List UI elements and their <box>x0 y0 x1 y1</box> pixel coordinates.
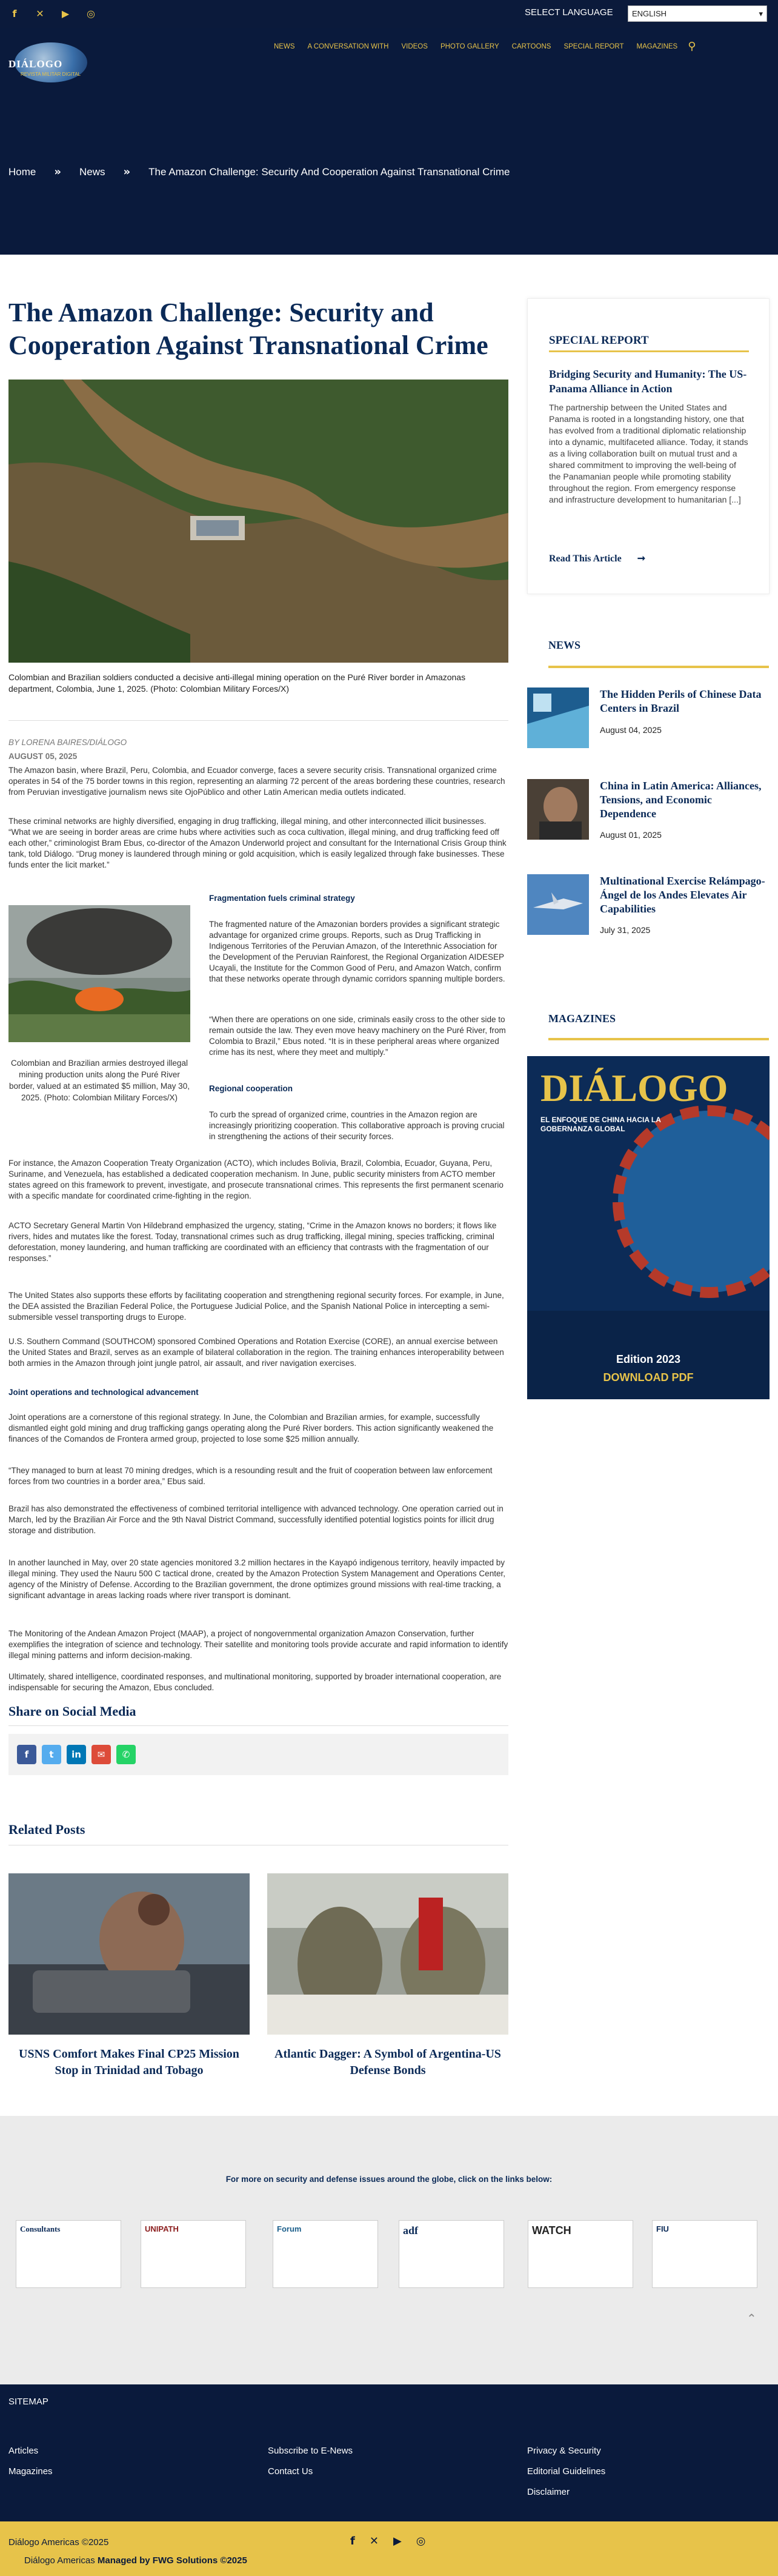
share-title: Share on Social Media <box>8 1704 136 1719</box>
article-paragraph: Brazil has also demonstrated the effectiveness of combined territorial intelligence with advanced technology. One operation carried out in March, led by the Brazilian Air Force and the 9th Naval District Command, successfully identified potential logistics points for illicit drug storage and distribution. <box>8 1504 504 1535</box>
logo-text: DIÁLOGO <box>8 58 63 70</box>
magazines-heading: MAGAZINES <box>548 1012 616 1025</box>
article-paragraph: ACTO Secretary General Martin Von Hildebrand emphasized the urgency, stating, “Crime in the Amazon knows no borders; it flows like rivers, hides and mutates like the forest. Today, transnational crimes such as drug trafficking, illegal mining, species trafficking, criminal deforestation, money laundering, and human trafficking are coordinated with an efficiency that contrasts with the fragmentation of our responses.” <box>8 1221 497 1263</box>
twitter-share-icon[interactable]: t <box>42 1745 61 1764</box>
article-paragraph: “When there are operations on one side, criminals easily cross to the other side to remain outside the law. They even move heavy machinery on the Puré River, from Colombia to Brazil,” Ebus noted. “It is in these peripheral areas where organized crime has its nest, where they meet and multiply.” <box>209 1015 506 1057</box>
news-date: August 04, 2025 <box>600 725 662 735</box>
news-item[interactable] <box>527 779 770 846</box>
logo-subtitle: REVISTA MILITAR DIGITAL <box>21 72 81 77</box>
site-footer <box>0 2384 778 2521</box>
article-paragraph: The United States also supports these efforts by facilitating cooperation and strengthening regional security forces. For example, in June, the DEA assisted the Brazilian Federal Police, the Portuguese Judicial Police, and the Spanish National Police in intercepting a semi-submersible vessel transporting drugs to Europe. <box>8 1291 504 1322</box>
partner-magazine-name: adf <box>403 2224 419 2236</box>
youtube-icon[interactable]: ▶ <box>393 2535 402 2548</box>
managed-by-site: Diálogo Americas <box>24 2555 95 2566</box>
read-article-link[interactable] <box>549 552 645 564</box>
special-report-excerpt: The partnership between the United States and Panama is rooted in a longstanding history, one that has evolved from a traditional diplomatic relationship into a dynamic, multifaceted alliance. Today, it stands as a living collaboration built on mutual trust and a shared commitment to improving the well-being of the Panamanian people while promoting stability throughout the region. From emergency response and infrastructure development to humanitarian [...] <box>549 403 748 504</box>
news-heading: NEWS <box>548 639 581 651</box>
article-image-caption: Colombian and Brazilian soldiers conducted a decisive anti-illegal mining operation on the Puré River border in Amazonas department, Colombia, June 1, 2025. (Photo: Colombian Military Forces/X) <box>8 672 466 694</box>
footer-social <box>350 2535 426 2548</box>
facebook-icon[interactable]: f <box>350 2535 355 2548</box>
special-report-card <box>527 298 770 594</box>
chevron-up-icon[interactable]: ⌃ <box>746 2311 757 2326</box>
footer-column <box>527 2441 605 2503</box>
main-nav <box>0 28 778 95</box>
chevron-right-icon: » <box>54 166 61 178</box>
article-paragraph: The Monitoring of the Andean Amazon Project (MAAP), a project of nongovernmental organization Amazon Conservation, further exemplifies the integration of science and technology. Their satellite and monitoring tools provide accurate and rapid information to identify illegal mining patterns and inform decision-making. <box>8 1629 508 1660</box>
special-report-heading: SPECIAL REPORT <box>549 334 649 347</box>
article-paragraph: For instance, the Amazon Cooperation Treaty Organization (ACTO), which includes Bolivia, Brazil, Colombia, Ecuador, Guyana, Peru, Suriname, and Venezuela, has established a dedicated cooperation mechanism. In June, public security ministers from ACTO member states agreed on this framework to prevent, investigate, and prosecute transnational crimes. This represents the first permanent scenario with a specific mandate for coordinated crime-fighting in the region. <box>8 1159 504 1200</box>
facebook-icon[interactable]: f <box>12 8 17 19</box>
facebook-share-icon[interactable]: f <box>17 1745 36 1764</box>
bottom-bar <box>0 2521 778 2576</box>
partner-magazine[interactable] <box>652 2220 757 2288</box>
news-thumbnail <box>527 779 589 840</box>
dialogo-logo[interactable] <box>8 40 92 86</box>
instagram-icon[interactable]: ◎ <box>87 8 95 19</box>
article-title: The Amazon Challenge: Security and Cooperation Against Transnational Crime <box>8 298 488 360</box>
footer-link-magazines[interactable]: Magazines <box>8 2466 53 2477</box>
partner-magazine-name: UNIPATH <box>145 2224 179 2233</box>
youtube-icon[interactable]: ▶ <box>61 8 70 19</box>
heading-underline <box>548 666 769 668</box>
heading-underline <box>549 350 749 352</box>
magazine-edition: Edition 2023 <box>616 1353 681 1365</box>
sitemap-title: SITEMAP <box>8 2397 48 2407</box>
linkedin-share-icon[interactable]: in <box>67 1745 86 1764</box>
heading-underline <box>548 1038 769 1040</box>
article-paragraph: “They managed to burn at least 70 mining dredges, which is a resounding result and the fruit of cooperation between law enforcement forces from two countries in a border area,” Ebus said. <box>8 1466 493 1486</box>
article-paragraph: Joint operations are a cornerstone of this regional strategy. In June, the Colombian and Brazilian armies, for example, successfully dismantled eight gold mining and drug trafficking gangs operating along the Puré River borders. This action significantly weakened the finances of the Comandos de Frontera armed group, projected to lose some $25 million annually. <box>8 1413 494 1444</box>
partner-magazine-name: Consultants <box>20 2224 61 2233</box>
email-share-icon[interactable]: ✉ <box>91 1745 111 1764</box>
article-paragraph: These criminal networks are highly diversified, engaging in drug trafficking, illegal mining, and other interconnected illicit businesses. “What we are seeing in border areas are crime hubs where activities such as coca cultivation, illegal mining, and drug trafficking feed off each other,” criminologist Bram Ebus, co-director of the Amazon Underworld project and consultant for the International Crisis Group think tank, told Diálogo. “Drug money is laundered through mining or gold acquisition, which is easily legalized through fake businesses. These funds enter the licit market.” <box>8 817 507 869</box>
managed-by-company[interactable]: Managed by FWG Solutions ©2025 <box>97 2555 247 2566</box>
divider <box>8 1725 508 1726</box>
news-title[interactable]: China in Latin America: Alliances, Tensions, and Economic Dependence <box>600 780 762 820</box>
partner-magazine[interactable] <box>141 2220 246 2288</box>
read-article-label: Read This Article <box>549 554 622 564</box>
managed-by <box>24 2555 247 2566</box>
news-date: July 31, 2025 <box>600 925 651 935</box>
footer-link-disclaimer[interactable]: Disclaimer <box>527 2487 570 2497</box>
whatsapp-share-icon[interactable]: ✆ <box>116 1745 136 1764</box>
news-thumbnail <box>527 687 589 748</box>
section-heading: Joint operations and technological advancement <box>8 1388 199 1397</box>
partner-magazine[interactable] <box>528 2220 633 2288</box>
inline-image <box>8 905 190 1042</box>
arrow-right-icon: ➞ <box>637 554 646 564</box>
news-item[interactable] <box>527 687 770 754</box>
partner-magazine[interactable] <box>399 2220 504 2288</box>
footer-link-editorial[interactable]: Editorial Guidelines <box>527 2466 606 2477</box>
divider <box>8 720 508 721</box>
article-paragraph: The Amazon basin, where Brazil, Peru, Colombia, and Ecuador converge, faces a severe security crisis. Transnational organized crime operates in 54 of the 75 border towns in this region, representing an alarming 72 percent of the areas bordering these countries, research from Peruvian investigative journalism news site OjoPúblico and other Latin American media outlets indicated. <box>8 766 505 797</box>
related-posts-title: Related Posts <box>8 1822 85 1837</box>
article-paragraph: U.S. Southern Command (SOUTHCOM) sponsored Combined Operations and Rotation Exercise (CORE), an annual exercise between the United States and Brazil, serves as an example of bilateral collaboration in the region. The training enhances interoperability between both armies in the Amazon through joint jungle patrol, air assault, and river navigation exercises. <box>8 1337 504 1368</box>
article-byline: BY LORENA BAIRES/DIÁLOGO <box>8 738 127 747</box>
inline-image-caption: Colombian and Brazilian armies destroyed illegal mining production units along the Puré River border, valued at an estimated $5 million, May 30, 2025. (Photo: Colombian Military Forces/X) <box>9 1059 190 1102</box>
breadcrumb <box>8 166 510 178</box>
x-icon[interactable]: ✕ <box>36 8 44 19</box>
nav-item-videos[interactable]: VIDEOS <box>401 43 428 50</box>
article-date: AUGUST 05, 2025 <box>8 752 78 761</box>
language-select[interactable]: ENGLISH ▾ <box>628 5 767 22</box>
footer-link-subscribe[interactable]: Subscribe to E-News <box>268 2446 353 2456</box>
footer-link-articles[interactable]: Articles <box>8 2446 39 2456</box>
chevron-right-icon: » <box>123 166 131 178</box>
related-post-title[interactable]: Atlantic Dagger: A Symbol of Argentina-US Defense Bonds <box>274 2047 501 2077</box>
partner-magazine-name: Forum <box>277 2224 302 2233</box>
partner-magazine[interactable] <box>273 2220 378 2288</box>
special-report-title[interactable]: Bridging Security and Humanity: The US-Panama Alliance in Action <box>549 368 747 395</box>
footer-column <box>268 2441 353 2482</box>
nav-menu <box>274 40 708 53</box>
magazine-cover-headline: EL ENFOQUE DE CHINA HACIA LA GOBERNANZA GLOBAL <box>540 1116 661 1133</box>
news-title[interactable]: The Hidden Perils of Chinese Data Centers in Brazil <box>600 688 762 714</box>
news-thumbnail <box>527 874 589 935</box>
section-heading: Regional cooperation <box>209 1084 293 1093</box>
select-language-label: SELECT LANGUAGE <box>525 7 613 18</box>
breadcrumb-current: The Amazon Challenge: Security And Cooperation Against Transnational Crime <box>148 166 510 178</box>
nav-item-magazines[interactable]: MAGAZINES <box>636 43 678 50</box>
social-links <box>8 8 97 20</box>
related-post-image[interactable] <box>8 1873 250 2035</box>
instagram-icon[interactable]: ◎ <box>416 2535 426 2548</box>
related-post-title[interactable]: USNS Comfort Makes Final CP25 Mission Stop in Trinidad and Tobago <box>19 2047 239 2077</box>
magazine-cover[interactable] <box>527 1056 770 1399</box>
article-paragraph: The fragmented nature of the Amazonian borders provides a significant strategic advantage for organized crime groups. Reports, such as Drug Trafficking in Indigenous Territories of the Peruvian Amazon, of the Interethnic Association for the Development of the Peruvian Rainforest, the Regional Organization AIDESEP Ucayali, the Institute for the Common Good of Peru, and Amazon Watch, confirm that these networks operate through dynamic corridors spanning multiple borders. <box>209 920 505 983</box>
news-title[interactable]: Multinational Exercise Relámpago-Ángel de los Andes Elevates Air Capabilities <box>600 875 765 915</box>
footer-link-privacy[interactable]: Privacy & Security <box>527 2446 601 2456</box>
footer-link-contact[interactable]: Contact Us <box>268 2466 313 2477</box>
partner-magazine[interactable] <box>16 2220 121 2288</box>
footer-column <box>8 2441 53 2482</box>
breadcrumb-news[interactable]: News <box>79 166 105 178</box>
hero-banner <box>0 95 778 255</box>
magazine-cover-title: DIÁLOGO <box>540 1066 728 1109</box>
nav-item-photo-gallery[interactable]: PHOTO GALLERY <box>440 43 499 50</box>
article-main-image <box>8 380 508 663</box>
partner-magazine-name: WATCH <box>532 2224 571 2236</box>
nav-item-conversation[interactable]: A CONVERSATION WITH <box>307 43 389 50</box>
section-heading: Fragmentation fuels criminal strategy <box>209 894 355 903</box>
article-paragraph: To curb the spread of organized crime, countries in the Amazon region are increasingly prioritizing cooperation. This collaborative approach is proving crucial in strengthening the actions of their security forces. <box>209 1110 505 1141</box>
top-bar <box>0 0 778 28</box>
nav-item-news[interactable]: NEWS <box>274 43 295 50</box>
article-paragraph: Ultimately, shared intelligence, coordinated responses, and multinational monitoring, supported by broader international cooperation, are indispensable for securing the Amazon, Ebus concluded. <box>8 1672 502 1692</box>
partner-magazine-name: FIU <box>656 2224 669 2233</box>
related-post-image[interactable] <box>267 1873 508 2035</box>
breadcrumb-home[interactable]: Home <box>8 166 36 178</box>
partner-magazines-title: For more on security and defense issues around the globe, click on the links below: <box>225 2175 553 2184</box>
download-pdf-link[interactable]: DOWNLOAD PDF <box>603 1371 694 1383</box>
search-icon[interactable]: ⚲ <box>688 40 696 53</box>
article-paragraph: In another launched in May, over 20 state agencies monitored 3.2 million hectares in the Kayapó indigenous territory, heavily impacted by illegal mining. They used the Nauru 500 C tactical drone, created by the Amazon Protection System Management and Operations Center, agency of the Ministry of Defense. According to the Brazilian government, the drone optimizes ground missions with real-time tracking, a significant advantage in areas lacking roads where river transport is dominant. <box>8 1558 505 1600</box>
nav-item-special-report[interactable]: SPECIAL REPORT <box>564 43 624 50</box>
share-bar <box>8 1734 508 1775</box>
copyright: Diálogo Americas ©2025 <box>8 2537 109 2548</box>
x-icon[interactable]: ✕ <box>369 2535 379 2548</box>
news-date: August 01, 2025 <box>600 830 662 840</box>
news-item[interactable] <box>527 874 770 941</box>
nav-item-cartoons[interactable]: CARTOONS <box>511 43 551 50</box>
